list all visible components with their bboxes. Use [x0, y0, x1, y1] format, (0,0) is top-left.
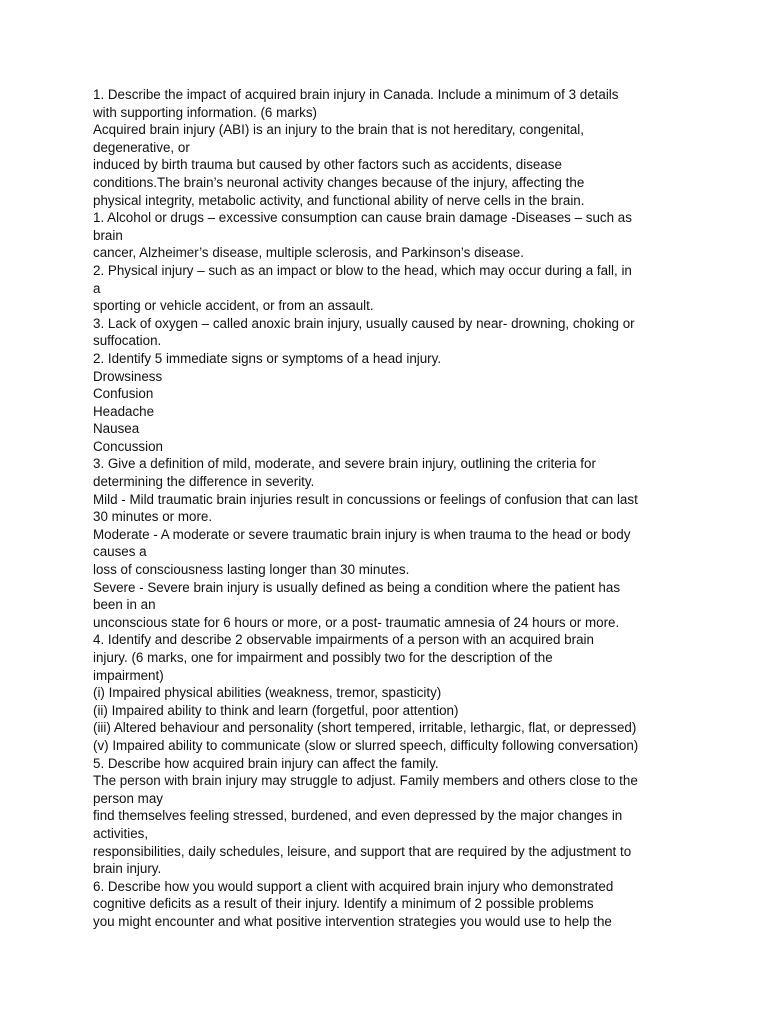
text-line: injury. (6 marks, one for impairment and possibly two for the description of the [93, 650, 553, 665]
text-line: Headache [93, 403, 155, 419]
text-line: cancer, Alzheimer’s disease, multiple sclerosis, and Parkinson’s disease. [93, 245, 524, 261]
text-line: find themselves feeling stressed, burdened, and even depressed by the major changes in [93, 808, 623, 824]
text-line: 2. Physical injury – such as an impact or blow to the head, which may occur during a fall, in [93, 262, 632, 278]
text-line: (iii) Altered behaviour and personality (short tempered, irritable, lethargic, flat, or depressed) [93, 720, 637, 736]
text-line: Severe - Severe brain injury is usually defined as being a condition where the patient has [93, 579, 621, 595]
text-line: (i) Impaired physical abilities (weakness, tremor, spasticity) [93, 685, 442, 701]
text-line: 1. Describe the impact of acquired brain injury in Canada. Include a minimum of 3 details [93, 87, 619, 102]
text-line: degenerative, or [93, 139, 190, 155]
text-line: Acquired brain injury (ABI) is an injury to the brain that is not hereditary, congenital, [93, 122, 584, 138]
text-line: Moderate - A moderate or severe traumatic brain injury is when trauma to the head or body [93, 526, 631, 542]
text-line: 1. Alcohol or drugs – excessive consumption can cause brain damage -Diseases – such as [93, 210, 632, 226]
text-line: brain injury. [93, 861, 162, 877]
text-line: Confusion [93, 386, 154, 402]
text-line: conditions.The brain’s neuronal activity changes because of the injury, affecting the [93, 174, 585, 190]
text-line: loss of consciousness lasting longer than 30 minutes. [93, 562, 410, 578]
document-body [93, 86, 683, 931]
text-line: with supporting information. (6 marks) [93, 104, 318, 120]
text-line: a [93, 280, 101, 296]
text-line: 5. Describe how acquired brain injury can affect the family. [93, 755, 439, 771]
text-line: Concussion [93, 438, 163, 454]
text-line: causes a [93, 544, 147, 560]
text-line: sporting or vehicle accident, or from an assault. [93, 298, 374, 314]
text-line: impairment) [93, 667, 164, 683]
text-line: Nausea [93, 421, 140, 437]
text-line: you might encounter and what positive intervention strategies you would use to help the [93, 913, 612, 929]
text-line: determining the difference in severity. [93, 474, 315, 490]
text-line: suffocation. [93, 333, 162, 349]
text-line: 3. Lack of oxygen – called anoxic brain injury, usually caused by near- drowning, choking or [93, 315, 635, 331]
text-line: 6. Describe how you would support a client with acquired brain injury who demonstrated [93, 878, 614, 894]
text-line: physical integrity, metabolic activity, and functional ability of nerve cells in the brain. [93, 192, 585, 208]
text-line: 30 minutes or more. [93, 509, 213, 525]
text-line: person may [93, 790, 163, 806]
text-line: (v) Impaired ability to communicate (slow or slurred speech, difficulty following conversation) [93, 737, 639, 753]
text-line: (ii) Impaired ability to think and learn (forgetful, poor attention) [93, 702, 459, 718]
text-line: The person with brain injury may struggle to adjust. Family members and others close to the [93, 773, 638, 789]
text-line: activities, [93, 825, 149, 841]
text-line: 3. Give a definition of mild, moderate, and severe brain injury, outlining the criteria for [93, 456, 596, 472]
text-line: unconscious state for 6 hours or more, or a post- traumatic amnesia of 24 hours or more. [93, 614, 620, 630]
text-line: induced by birth trauma but caused by other factors such as accidents, disease [93, 157, 562, 173]
text-line: cognitive deficits as a result of their injury. Identify a minimum of 2 possible problems [93, 896, 594, 912]
text-line: Drowsiness [93, 368, 163, 384]
text-line: been in an [93, 597, 156, 613]
text-line: 4. Identify and describe 2 observable impairments of a person with an acquired brain [93, 632, 594, 648]
text-line: 2. Identify 5 immediate signs or symptoms of a head injury. [93, 350, 442, 366]
text-line: Mild - Mild traumatic brain injuries result in concussions or feelings of confusion that can last [93, 491, 638, 507]
text-line: brain [93, 227, 123, 243]
text-line: responsibilities, daily schedules, leisure, and support that are required by the adjustment to [93, 843, 632, 859]
